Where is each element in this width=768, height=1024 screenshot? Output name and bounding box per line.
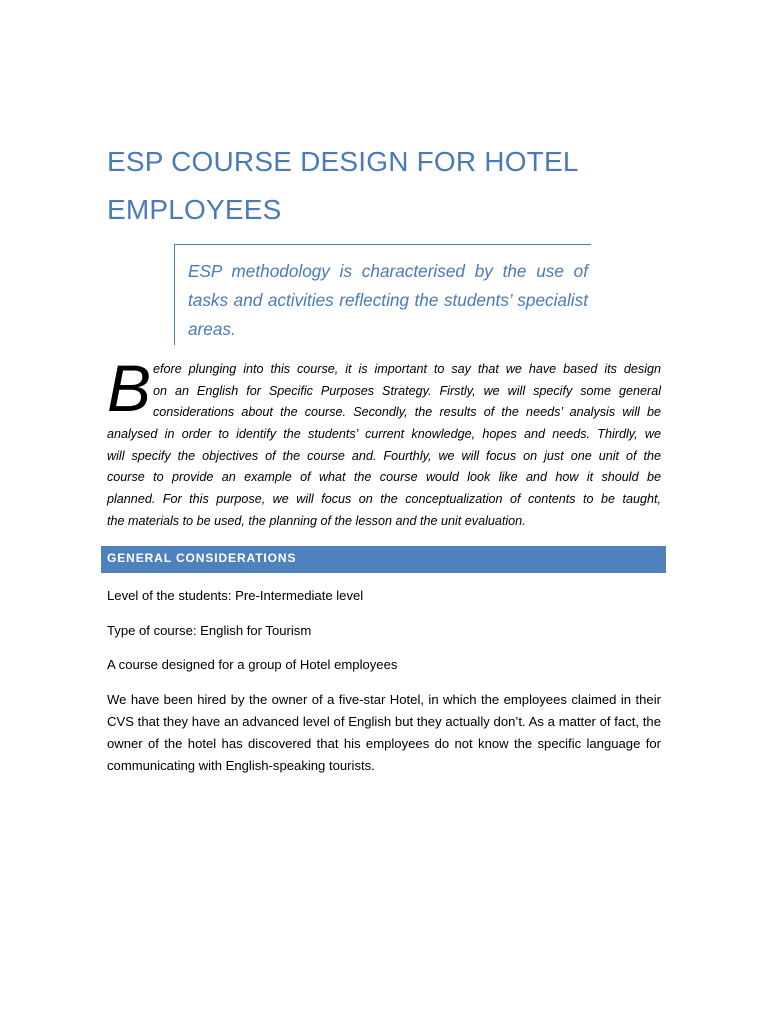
intro-line: analysed in order to identify the students’ current knowledge, hopes and needs. Thirdly, we bbox=[107, 427, 661, 441]
students-level: Level of the students: Pre-Intermediate level bbox=[107, 588, 364, 603]
intro-line: the materials to be used, the planning of the lesson and the unit evaluation. bbox=[107, 514, 526, 528]
pull-quote: ESP methodology is characterised by the use of tasks and activities reflecting the students’ specialist areas. bbox=[188, 261, 588, 339]
drop-cap: B bbox=[107, 351, 152, 425]
intro-line: will specify the objectives of the course and. Fourthly, we will focus on just one unit of the bbox=[107, 449, 661, 463]
page-title: ESP COURSE DESIGN FOR HOTEL EMPLOYEES bbox=[107, 146, 578, 225]
intro-line: considerations about the course. Secondly, the results of the needs’ analysis will be bbox=[153, 405, 661, 419]
section-heading-bar bbox=[101, 546, 666, 573]
section-heading: GENERAL CONSIDERATIONS bbox=[107, 551, 297, 565]
intro-line: on an English for Specific Purposes Strategy. Firstly, we will specify some general bbox=[153, 384, 661, 398]
course-type: Type of course: English for Tourism bbox=[107, 623, 312, 638]
body-paragraph: We have been hired by the owner of a five-star Hotel, in which the employees claimed in their CVS that they have an advanced level of English but they actually don’t. As a matter of fact, the owner of the hotel has discovered that his employees do not know the specific language for communicating with English-speaking tourists. bbox=[107, 692, 661, 773]
intro-line: planned. For this purpose, we will focus on the conceptualization of contents to be taught, bbox=[107, 492, 661, 506]
course-group: A course designed for a group of Hotel employees bbox=[107, 657, 398, 672]
intro-line: course to provide an example of what the course would look like and how it should be bbox=[107, 470, 661, 484]
intro-line: efore plunging into this course, it is important to say that we have based its design bbox=[153, 362, 661, 376]
